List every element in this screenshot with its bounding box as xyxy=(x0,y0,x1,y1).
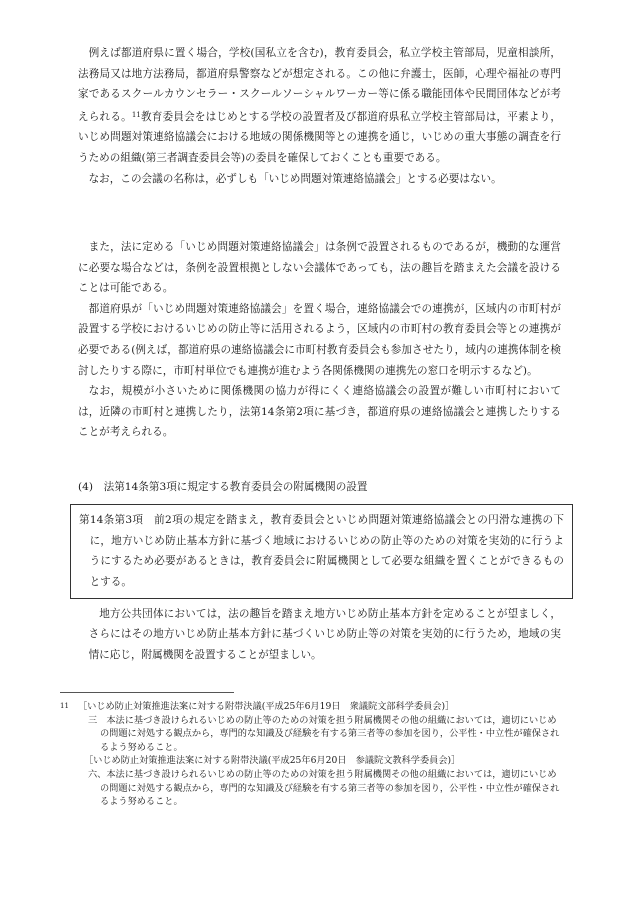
paragraph: なお，この会議の名称は，必ずしも「いじめ問題対策連絡協議会」とする必要はない。 xyxy=(88,172,502,185)
footnote-item: 三 本法に基づき設けられるいじめの防止等のための対策を担う附属機関その他の組織においては，適切にいじめの問題に対処する観点から，専門的な知識及び経験を有する第三者等の参加を図り，公平性・中立性が確保されるよう努めること。 xyxy=(88,714,560,753)
paragraph: また，法に定める「いじめ問題対策連絡協議会」は条例で設置されるものであるが，機動的な運営に必要な場合などは，条例を設置根拠としない会議体であっても，法の趣旨を踏まえた会議を設けることは可能である。 xyxy=(78,241,561,295)
footnote-reference: 11 xyxy=(131,110,141,119)
footnote xyxy=(60,700,560,809)
section-heading: (4) 法第14条第3項に規定する教育委員会の附属機関の設置 xyxy=(78,481,368,493)
footnote-item: 六、本法に基づき設けられるいじめの防止等のための対策を担う附属機関その他の組織においては，適切にいじめの問題に対処する観点から，専門的な知識及び経験を有する第三者等の参加を図り，公平性・中立性が確保されるよう努めること。 xyxy=(88,768,560,808)
body-paragraph-group xyxy=(78,43,561,189)
footnote-number: 11 xyxy=(60,702,69,710)
paragraph: なお，規模が小さいために関係機関の協力が得にくく連絡協議会の設置が難しい市町村においては，近隣の市町村と連携したり，法第14条第2項に基づき，都道府県の連絡協議会と連携したりすることが考えられる。 xyxy=(78,385,561,439)
footnote-heading: ［いじめ防止対策推進法案に対する附帯決議(平成25年6月20日 参議院文教科学委員会)］ xyxy=(84,755,461,767)
body-paragraph-group xyxy=(78,237,561,443)
law-article-text: 第14条第3項 前2項の規定を踏まえ，教育委員会といじめ問題対策連絡協議会との円滑な連携の下に，地方いじめ防止基本方針に基づく地域におけるいじめの防止等のための対策を実効的に行うようにするため必要があるときは，教育委員会に附属機関として必要な組織を置くことができるものとする。 xyxy=(79,514,564,588)
paragraph: 地方公共団体においては，法の趣旨を踏まえ地方いじめ防止基本方針を定めることが望ましく，さらにはその地方いじめ防止基本方針に基づくいじめ防止等の対策を実効的に行うため，地域の実情に応じ，附属機関を設置することが望ましい。 xyxy=(88,608,561,661)
footnote-heading: ［いじめ防止対策推進法案に対する附帯決議(平成25年6月19日 衆議院文部科学委員会)］ xyxy=(78,701,455,712)
body-paragraph-group xyxy=(78,604,561,665)
footnote-divider xyxy=(60,692,234,693)
paragraph: 都道府県が「いじめ問題対策連絡協議会」を置く場合，連絡協議会での連携が，区域内の市町村が設置する学校におけるいじめの防止等に活用されるよう，区域内の市町村の教育委員会等との連携が必要である(例えば，都道府県の連絡協議会に市町村教育委員会も参加させたり，域内の連携体制を検討したりする際に，市町村単位でも連携が進むよう各関係機関の連携先の窓口を明示するなど)。 xyxy=(78,302,561,377)
law-article-box xyxy=(70,504,573,599)
paragraph: 例えば都道府県に置く場合，学校(国私立を含む)，教育委員会，私立学校主管部局，児童相談所，法務局又は地方法務局，都道府県警察などが想定される。この他に弁護士，医師，心理や福祉の専門家であるスクールカウンセラー・スクールソーシャルワーカー等に係る職能団体や民間団体などが考えられる。$^{11}$教育委員会をはじめとする学校の設置者及び都道府県私立学校主管部局は，平素より，いじめ問題対策連絡協議会における地域の関係機関等との連携を通じ，いじめの重大事態の調査を行うための組織(第三者調査委員会等)の委員を確保しておくことも重要である。 xyxy=(78,47,561,164)
